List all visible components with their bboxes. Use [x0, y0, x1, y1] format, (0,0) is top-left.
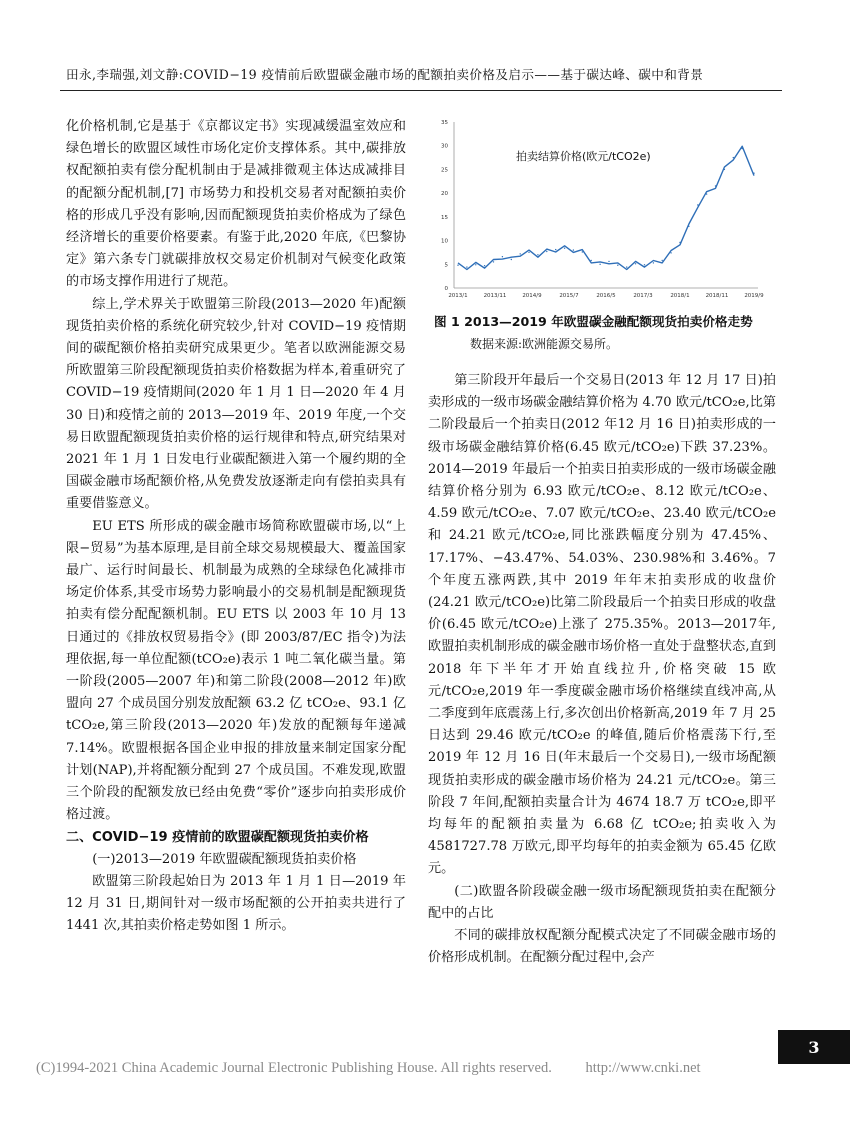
- price-point: [733, 157, 734, 158]
- x-tick-label: 2018/11: [705, 293, 729, 299]
- chart-background: [432, 112, 768, 302]
- y-tick-label: 25: [441, 167, 448, 174]
- x-tick-label: 2015/7: [559, 293, 579, 299]
- price-point: [653, 262, 654, 263]
- price-point: [679, 242, 680, 243]
- price-point: [564, 248, 565, 249]
- left-column: [66, 116, 406, 938]
- subsection-title-1: (一)2013—2019 年欧盟碳配额现货拍卖价格: [92, 851, 357, 867]
- paragraph-2: 综上,学术界关于欧盟第三阶段(2013—2020 年)配额现货拍卖价格的系统化研究较少,针对 COVID−19 疫情期间的碳配额价格拍卖研究成果更少。笔者以欧洲能源交易所欧盟第三阶段配额现货拍卖价格数据为样本,着重研究了 COVID−19 疫情期间(2020 年 1 月 1 日—2020 年 4 月 30 日)和疫情之前的 2013—2019 年、2019 年度,一个交易日欧盟配额现货拍卖价格的运行规律和特点,研究结果对 2021 年 1 月 1 日发电行业碳配额进入第一个履约期的全国碳金融市场配额价格,从免费发放逐渐走向有偿拍卖具有重要借鉴意义。: [66, 296, 406, 512]
- price-point: [688, 226, 689, 227]
- figure-1-chart: [432, 112, 772, 302]
- price-point: [475, 264, 476, 265]
- price-point: [546, 251, 547, 252]
- y-tick-label: 35: [441, 120, 448, 126]
- price-point: [457, 265, 458, 266]
- price-point: [644, 264, 645, 265]
- price-point: [511, 259, 512, 260]
- price-point: [662, 260, 663, 261]
- price-point: [591, 260, 592, 261]
- price-point: [528, 252, 529, 253]
- price-point: [493, 261, 494, 262]
- y-tick-label: 20: [441, 191, 448, 198]
- x-tick-label: 2014/9: [522, 293, 542, 299]
- price-point: [724, 169, 725, 170]
- price-point: [706, 193, 707, 194]
- paragraph-4: 欧盟第三阶段起始日为 2013 年 1 月 1 日—2019 年 12 月 31 日,期间针对一级市场配额的公开拍卖共进行了 1441 次,其拍卖价格走势如图 1 所示。: [66, 873, 406, 934]
- x-tick-label: 2016/5: [596, 293, 616, 299]
- paragraph-3: EU ETS 所形成的碳金融市场简称欧盟碳市场,以“上限−贸易”为基本原理,是目前全球交易规模最大、覆盖国家最广、运行时间最长、机制最为成熟的全球绿色化减排市场定价体系,其受市场势力影响最小的交易机制是配额现货拍卖有偿分配配额机制。EU ETS 以 2003 年 10 月 13 日通过的《排放权贸易指令》(即 2003/87/EC 指令)为法理依据,每一单位配额(tCO₂e)表示 1 吨二氧化碳当量。第一阶段(2005—2007 年)和第二阶段(2008—2012 年)欧盟向 27 个成员国分别发放配额 63.2 亿 tCO₂e、93.1 亿 tCO₂e,第三阶段(2013—2020 年)发放的配额每年递减 7.14%。欧盟根据各国企业申报的排放量来制定国家分配计划(NAP),并将配额分配到 27 个成员国。不难发现,欧盟三个阶段的配额发放已经由免费“零价”逐步向拍卖形成价格过渡。: [66, 518, 406, 823]
- y-tick-label: 5: [444, 262, 448, 269]
- figure-caption: 图 1 2013—2019 年欧盟碳金融配额现货拍卖价格走势: [434, 314, 753, 329]
- chart-legend-label: 拍卖结算价格(欧元/tCO2e): [516, 150, 651, 163]
- right-column: [428, 112, 776, 969]
- x-tick-label: 2017/3: [633, 293, 653, 299]
- price-point: [697, 204, 698, 205]
- price-point: [555, 249, 556, 250]
- y-tick-label: 30: [441, 143, 448, 150]
- price-point: [520, 253, 521, 254]
- footer: [36, 1060, 701, 1077]
- y-tick-label: 10: [441, 238, 448, 245]
- x-tick-label: 2018/1: [670, 293, 690, 299]
- x-tick-label: 2013/11: [483, 293, 507, 299]
- price-point: [573, 249, 574, 250]
- page-number: 3: [778, 1030, 850, 1064]
- price-point: [599, 264, 600, 265]
- x-tick-label: 2019/9: [744, 293, 764, 299]
- price-point: [635, 263, 636, 264]
- price-point: [582, 251, 583, 252]
- price-chart-svg: [432, 112, 768, 302]
- price-point: [715, 185, 716, 186]
- footer-copyright: (C)1994-2021 China Academic Journal Electronic Publishing House. All rights reserved.: [36, 1060, 552, 1076]
- price-point: [670, 252, 671, 253]
- price-point: [502, 256, 503, 257]
- price-point: [466, 266, 467, 267]
- price-point: [753, 173, 754, 174]
- header-rule: [60, 90, 782, 91]
- price-point: [608, 261, 609, 262]
- figure-source: 数据来源:欧洲能源交易所。: [470, 337, 619, 351]
- price-point: [617, 265, 618, 266]
- subsection-title-2: (二)欧盟各阶段碳金融一级市场配额现货拍卖在配额分配中的占比: [428, 883, 776, 921]
- y-tick-label: 0: [444, 286, 448, 292]
- right-paragraph-1: 第三阶段开年最后一个交易日(2013 年 12 月 17 日)拍卖形成的一级市场碳金融结算价格为 4.70 欧元/tCO₂e,比第二阶段最后一个拍卖日(2012 年12 月 16 日)拍卖形成的一级市场碳金融结算价格(6.45 欧元/tCO₂e)下跌 37.23%。2014—2019 年最后一个拍卖日拍卖形成的一级市场碳金融结算价格分别为 6.93 欧元/tCO₂e、8.12 欧元/tCO₂e、4.59 欧元/tCO₂e、7.07 欧元/tCO₂e、23.40 欧元/tCO₂e 和 24.21 欧元/tCO₂e,同比涨跌幅度分别为 47.45%、17.17%、−43.47%、54.03%、230.98%和 3.46%。7 个年度五涨两跌,其中 2019 年年末拍卖形成的收盘价(24.21 欧元/tCO₂e)比第二阶段最后一个拍卖日形成的收盘价(6.45 欧元/tCO₂e)上涨了 275.35%。2013—2017年,欧盟拍卖机制形成的碳金融市场价格一直处于盘整状态,直到 2018 年下半年才开始直线拉升,价格突破 15 欧元/tCO₂e,2019 年一季度碳金融市场价格继续直线冲高,从二季度到年底震荡上行,多次创出价格新高,2019 年 7 月 25 日达到 29.46 欧元/tCO₂e 的峰值,随后价格震荡下行,至 2019 年 12 月 16 日(年末最后一个交易日),一级市场配额现货拍卖形成的碳金融市场价格为 24.21 元/tCO₂e。第三阶段 7 年间,配额拍卖量合计为 4674 18.7 万 tCO₂e,即平均每年的配额拍卖量为 6.68 亿 tCO₂e;拍卖收入为 4581727.78 万欧元,即平均每年的拍卖金额为 65.45 亿欧元。: [428, 373, 776, 877]
- price-point: [484, 265, 485, 266]
- y-tick-label: 15: [441, 214, 448, 221]
- x-tick-label: 2013/1: [448, 293, 468, 299]
- price-point: [626, 266, 627, 267]
- section-title: 二、COVID−19 疫情前的欧盟碳配额现货拍卖价格: [66, 829, 369, 845]
- price-point: [537, 254, 538, 255]
- right-paragraph-2: 不同的碳排放权配额分配模式决定了不同碳金融市场的价格形成机制。在配额分配过程中,会产: [428, 928, 776, 966]
- price-point: [742, 148, 743, 149]
- footer-url[interactable]: http://www.cnki.net: [585, 1060, 701, 1076]
- paragraph-1: 化价格机制,它是基于《京都议定书》实现减缓温室效应和绿色增长的欧盟区域性市场化定价支撑体系。其中,碳排放权配额拍卖有偿分配机制由于是减排微观主体达成减排目的配额分配机制,[7] 市场势力和投机交易者对配额拍卖价格的形成几乎没有影响,因而配额现货拍卖价格成为了绿色经济增长的重要价格要素。有鉴于此,2020 年底,《巴黎协定》第六条专门就碳排放权交易定价机制对气候变化政策的市场支撑作用进行了规范。: [66, 119, 406, 290]
- running-header: 田永,李瑞强,刘文静:COVID−19 疫情前后欧盟碳金融市场的配额拍卖价格及启示——基于碳达峰、碳中和背景: [66, 67, 704, 82]
